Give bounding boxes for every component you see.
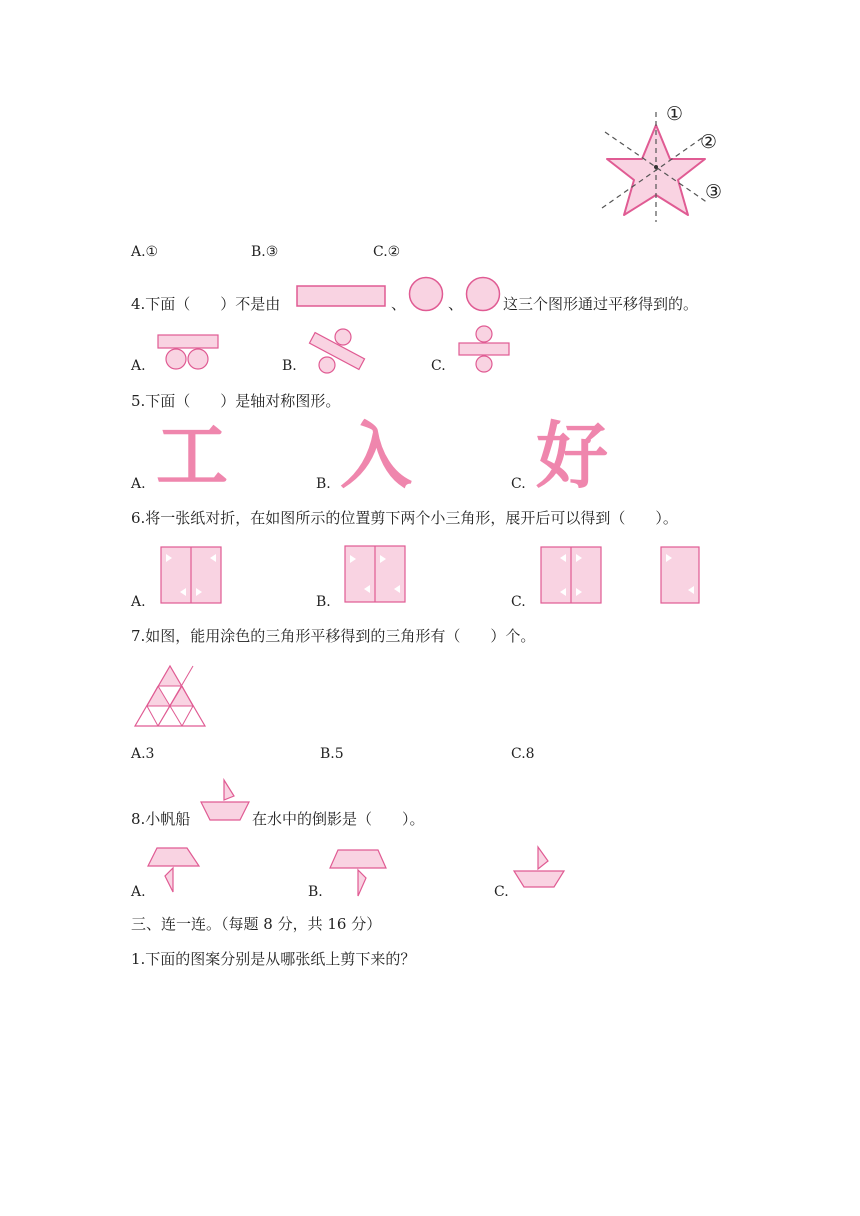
- section-3-question-1: 1.下面的图案分别是从哪张纸上剪下来的？: [131, 950, 416, 968]
- star-figure: [590, 100, 730, 230]
- q8-option-b-figure: [328, 848, 390, 900]
- q6-option-c[interactable]: C.: [511, 594, 526, 610]
- q6-option-a[interactable]: A.: [131, 594, 146, 610]
- q6-stem: 6.将一张纸对折，在如图所示的位置剪下两个小三角形，展开后可以得到（ ）。: [131, 509, 678, 527]
- q8-option-c-figure: [512, 845, 570, 891]
- q8-stem-prefix: 8.小帆船: [131, 810, 191, 828]
- q4-circle-figure-2: [465, 276, 503, 314]
- q7-option-b[interactable]: B.5: [320, 746, 344, 762]
- line-label-1: ①: [666, 103, 684, 125]
- q8-option-a[interactable]: A.: [131, 884, 146, 900]
- q7-option-a[interactable]: A.3: [131, 746, 155, 762]
- q5-char-b: 入: [340, 414, 413, 498]
- q8-stem-suffix: 在水中的倒影是（ ）。: [252, 810, 425, 828]
- q7-stem: 7.如图，能用涂色的三角形平移得到的三角形有（ ）个。: [131, 627, 536, 645]
- q5-option-b[interactable]: B.: [316, 476, 331, 492]
- q7-option-c[interactable]: C.8: [511, 746, 535, 762]
- q8-sailboat-figure: [200, 778, 252, 824]
- q8-option-c[interactable]: C.: [494, 884, 509, 900]
- q5-stem: 5.下面（ ）是轴对称图形。: [131, 392, 341, 410]
- line-label-2: ②: [700, 131, 718, 153]
- q5-option-a[interactable]: A.: [131, 476, 146, 492]
- q4-option-c-figure: [456, 324, 512, 374]
- q4-stem-prefix: 4.下面（ ）不是由: [131, 295, 281, 313]
- q4-stem-suffix: 这三个图形通过平移得到的。: [503, 295, 699, 313]
- q4-option-a-figure: [156, 334, 222, 372]
- line-label-3: ③: [705, 181, 723, 203]
- q3-option-b[interactable]: B.③: [251, 244, 279, 260]
- q4-option-c[interactable]: C.: [431, 358, 446, 374]
- q4-circle-figure-1: [408, 276, 446, 314]
- q4-option-b[interactable]: B.: [282, 358, 297, 374]
- q4-option-b-figure: [306, 328, 368, 374]
- q4-option-a[interactable]: A.: [131, 358, 146, 374]
- q8-option-a-figure: [147, 846, 205, 896]
- q3-option-a[interactable]: A.①: [131, 244, 159, 260]
- q6-option-a-figure: [160, 546, 224, 606]
- q8-option-b[interactable]: B.: [308, 884, 323, 900]
- section-3-heading: 三、连一连。（每题 8 分，共 16 分）: [131, 915, 382, 933]
- star-center-dot: [654, 165, 658, 169]
- q5-option-c[interactable]: C.: [511, 476, 526, 492]
- q7-triangle-grid: [134, 664, 208, 730]
- q5-char-a: 工: [156, 414, 229, 498]
- q5-char-c: 好: [536, 414, 609, 498]
- q6-option-b-figure: [344, 545, 408, 605]
- q4-sep-1: 、: [391, 295, 407, 313]
- q4-rectangle-figure: [296, 285, 388, 309]
- q6-option-b[interactable]: B.: [316, 594, 331, 610]
- q4-sep-2: 、: [448, 295, 464, 313]
- q6-folded-paper-figure: [660, 546, 702, 606]
- q3-option-c[interactable]: C.②: [373, 244, 401, 260]
- q6-option-c-figure: [540, 546, 604, 606]
